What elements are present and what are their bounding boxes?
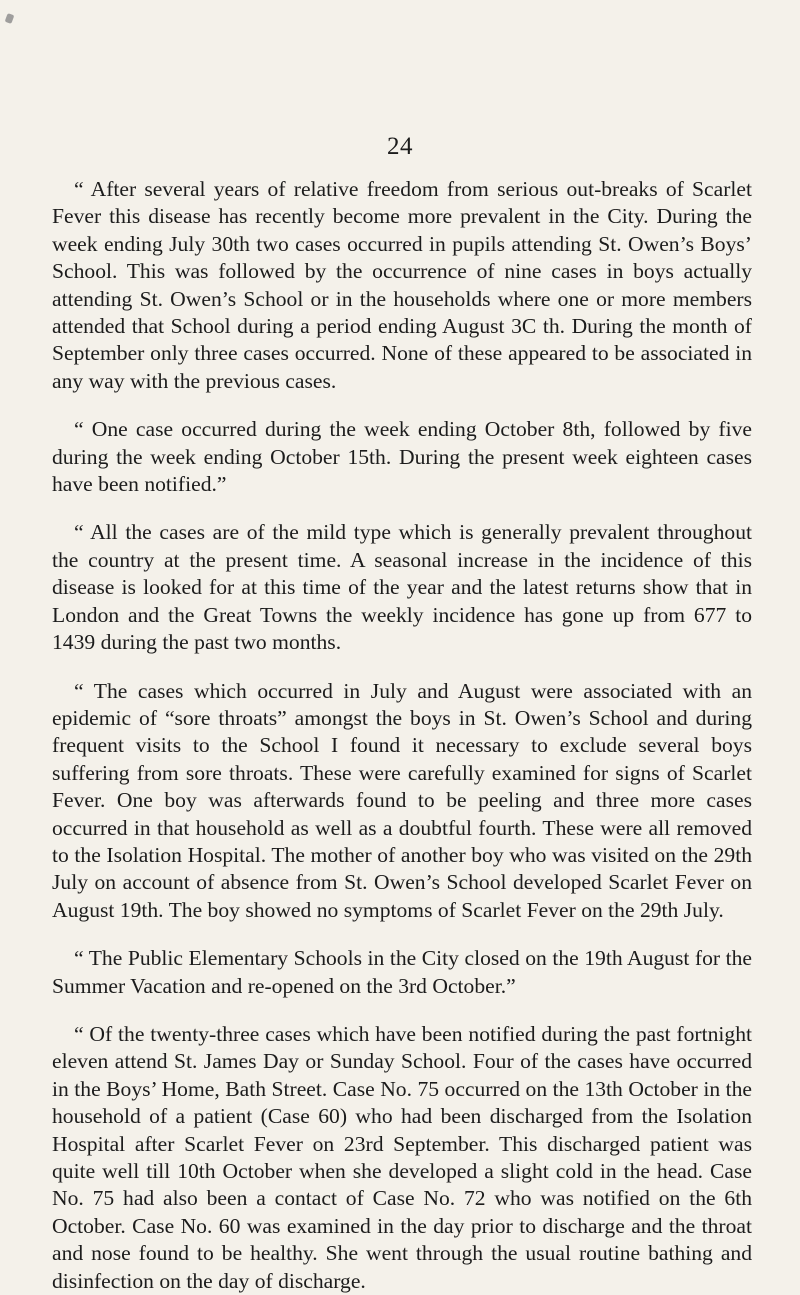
paragraph-recent-cases: “ Of the twenty-three cases which have been notified during the past fortnight eleven attend St. James Day or Sunday School. Four of the cases have occurred in the Boys’ Home, Bath Street. Case No. 75 occurred on the 13th October in the household of a patient (Case 60) who had been discharged from the Isolation Hospital after Scarlet Fever on 23rd September. This discharged patient was quite well till 10th October when she developed a slight cold in the head. Case No. 75 had also been a contact of Case No. 72 who was notified on the 6th October. Case No. 60 was examined in the day prior to discharge and the throat and nose found to be healthy. She went through the usual routine bathing and disinfection on the day of discharge. (52, 1021, 752, 1293)
paragraph-october-cases: “ One case occurred during the week ending October 8th, followed by five during the week ending October 15th. During the present week eighteen cases have been notified.” (52, 417, 752, 497)
paragraph-mild-type: “ All the cases are of the mild type which is generally prevalent throughout the country at the present time. A seasonal increase in the incidence of this disease is looked for at this time of the year and the latest returns show that in London and the Great Towns the weekly incidence has gone up from 677 to 1439 during the past two months. (52, 520, 752, 655)
page-number: 24 (387, 133, 413, 160)
paragraph-sore-throats: “ The cases which occurred in July and August were associated with an epidemic of “sore throats” amongst the boys in St. Owen’s School and during frequent visits to the School I found it necessary to exclude several boys suffering from sore throats. These were carefully examined for signs of Scarlet Fever. One boy was afterwards found to be peeling and three more cases occurred in that household as well as a doubtful fourth. These were all removed to the Isolation Hospital. The mother of another boy who was visited on the 29th July on account of absence from St. Owen’s School developed Scarlet Fever on August 19th. The boy showed no symptoms of Scarlet Fever on the 29th July. (52, 678, 752, 922)
paragraph-schools-closed: “ The Public Elementary Schools in the City closed on the 19th August for the Summer Vacation and re-opened on the 3rd October.” (52, 946, 752, 998)
paragraph-outbreak-summary: “ After several years of relative freedom from serious out-breaks of Scarlet Fever this disease has recently become more prevalent in the City. During the week ending July 30th two cases occurred in pupils attending St. Owen’s Boys’ School. This was followed by the occurrence of nine cases in boys actually attending St. Owen’s School or in the households where one or more members attended that School during a period ending August 3C th. During the month of September only three cases occurred. None of these appeared to be associated in any way with the previous cases. (52, 177, 752, 393)
body-text (52, 176, 752, 1295)
scan-speck (5, 13, 15, 24)
